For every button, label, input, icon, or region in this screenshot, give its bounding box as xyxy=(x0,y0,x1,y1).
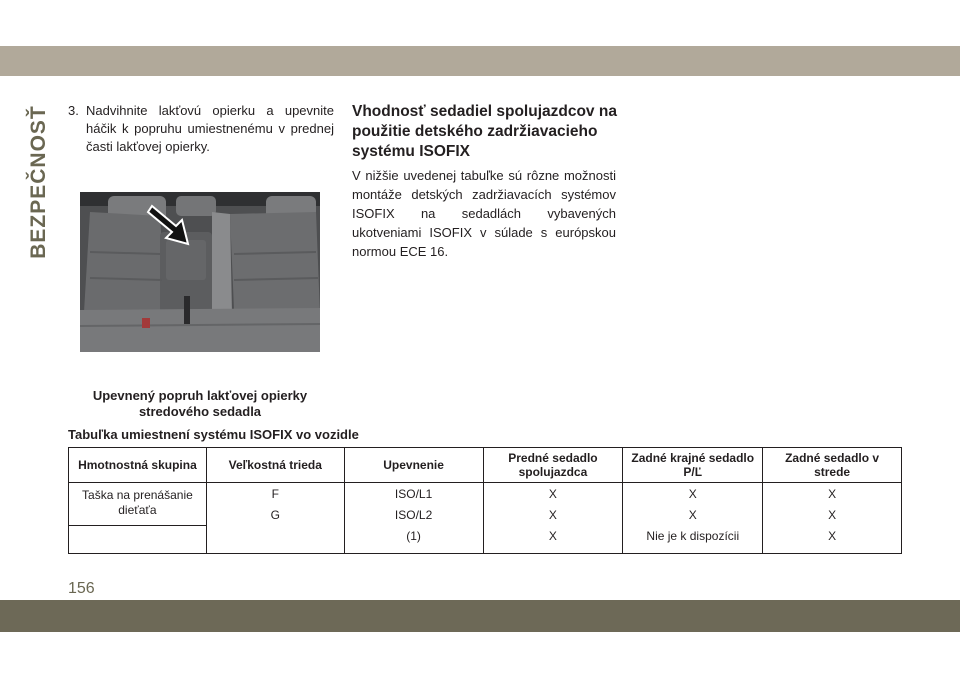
header-front-passenger: Predné sedadlo spolujazdca xyxy=(483,448,623,483)
table-cell: X xyxy=(763,504,902,525)
header-weight-group: Hmotnostná skupina xyxy=(69,448,207,483)
table-cell: X xyxy=(623,504,763,525)
table-cell: (1) xyxy=(344,525,483,553)
table-cell: F xyxy=(206,483,344,505)
section-paragraph: V nižšie uvedenej tabuľke sú rôzne možnosti montáže detských zadržiavacích systémov ISOFIX na sedadlách vybavených ukotveniami ISOFIX v súlade s európskou normou ECE 16. xyxy=(352,168,616,259)
table-cell xyxy=(69,525,207,553)
table-cell: X xyxy=(623,483,763,505)
seat-illustration xyxy=(80,192,320,352)
page-number: 156 xyxy=(68,580,95,597)
table-cell: ISO/L2 xyxy=(344,504,483,525)
instruction-step xyxy=(68,102,334,156)
table-cell: X xyxy=(763,525,902,553)
step-text: Nadvihnite lakťovú opierku a upevnite háčik k popruhu umiestnenému v prednej časti lakťovej opierky. xyxy=(86,103,334,154)
section-heading: Vhodnosť sedadiel spolujazdcov na použitie detského zadržiavacieho systému ISOFIX xyxy=(352,103,617,160)
table-cell: X xyxy=(483,525,623,553)
table-cell: X xyxy=(763,483,902,505)
table-cell: X xyxy=(483,483,623,505)
header-band xyxy=(0,46,960,76)
header-fixture: Upevnenie xyxy=(344,448,483,483)
table-title: Tabuľka umiestnení systému ISOFIX vo vozidle xyxy=(68,427,359,442)
seat-photo xyxy=(80,192,320,352)
table-cell: G xyxy=(206,504,344,525)
table-cell: Nie je k dispozícii xyxy=(623,525,763,553)
group-cell: Taška na prenášanie dieťaťa xyxy=(69,483,207,526)
step-number: 3. xyxy=(68,103,79,118)
table-cell: ISO/L1 xyxy=(344,483,483,505)
table-cell: X xyxy=(483,504,623,525)
table-row xyxy=(69,525,902,553)
figure-caption: Upevnený popruh lakťovej opierky stredového sedadla xyxy=(92,388,308,419)
section-side-title: BEZPEČNOSŤ xyxy=(27,105,51,259)
header-rear-center: Zadné sedadlo v strede xyxy=(763,448,902,483)
table-row xyxy=(69,483,902,505)
footer-band xyxy=(0,600,960,632)
header-size-class: Veľkostná trieda xyxy=(206,448,344,483)
header-rear-outboard: Zadné krajné sedadlo P/Ľ xyxy=(623,448,763,483)
table-header-row xyxy=(69,448,902,483)
isofix-table xyxy=(68,447,902,554)
table-cell xyxy=(206,525,344,553)
